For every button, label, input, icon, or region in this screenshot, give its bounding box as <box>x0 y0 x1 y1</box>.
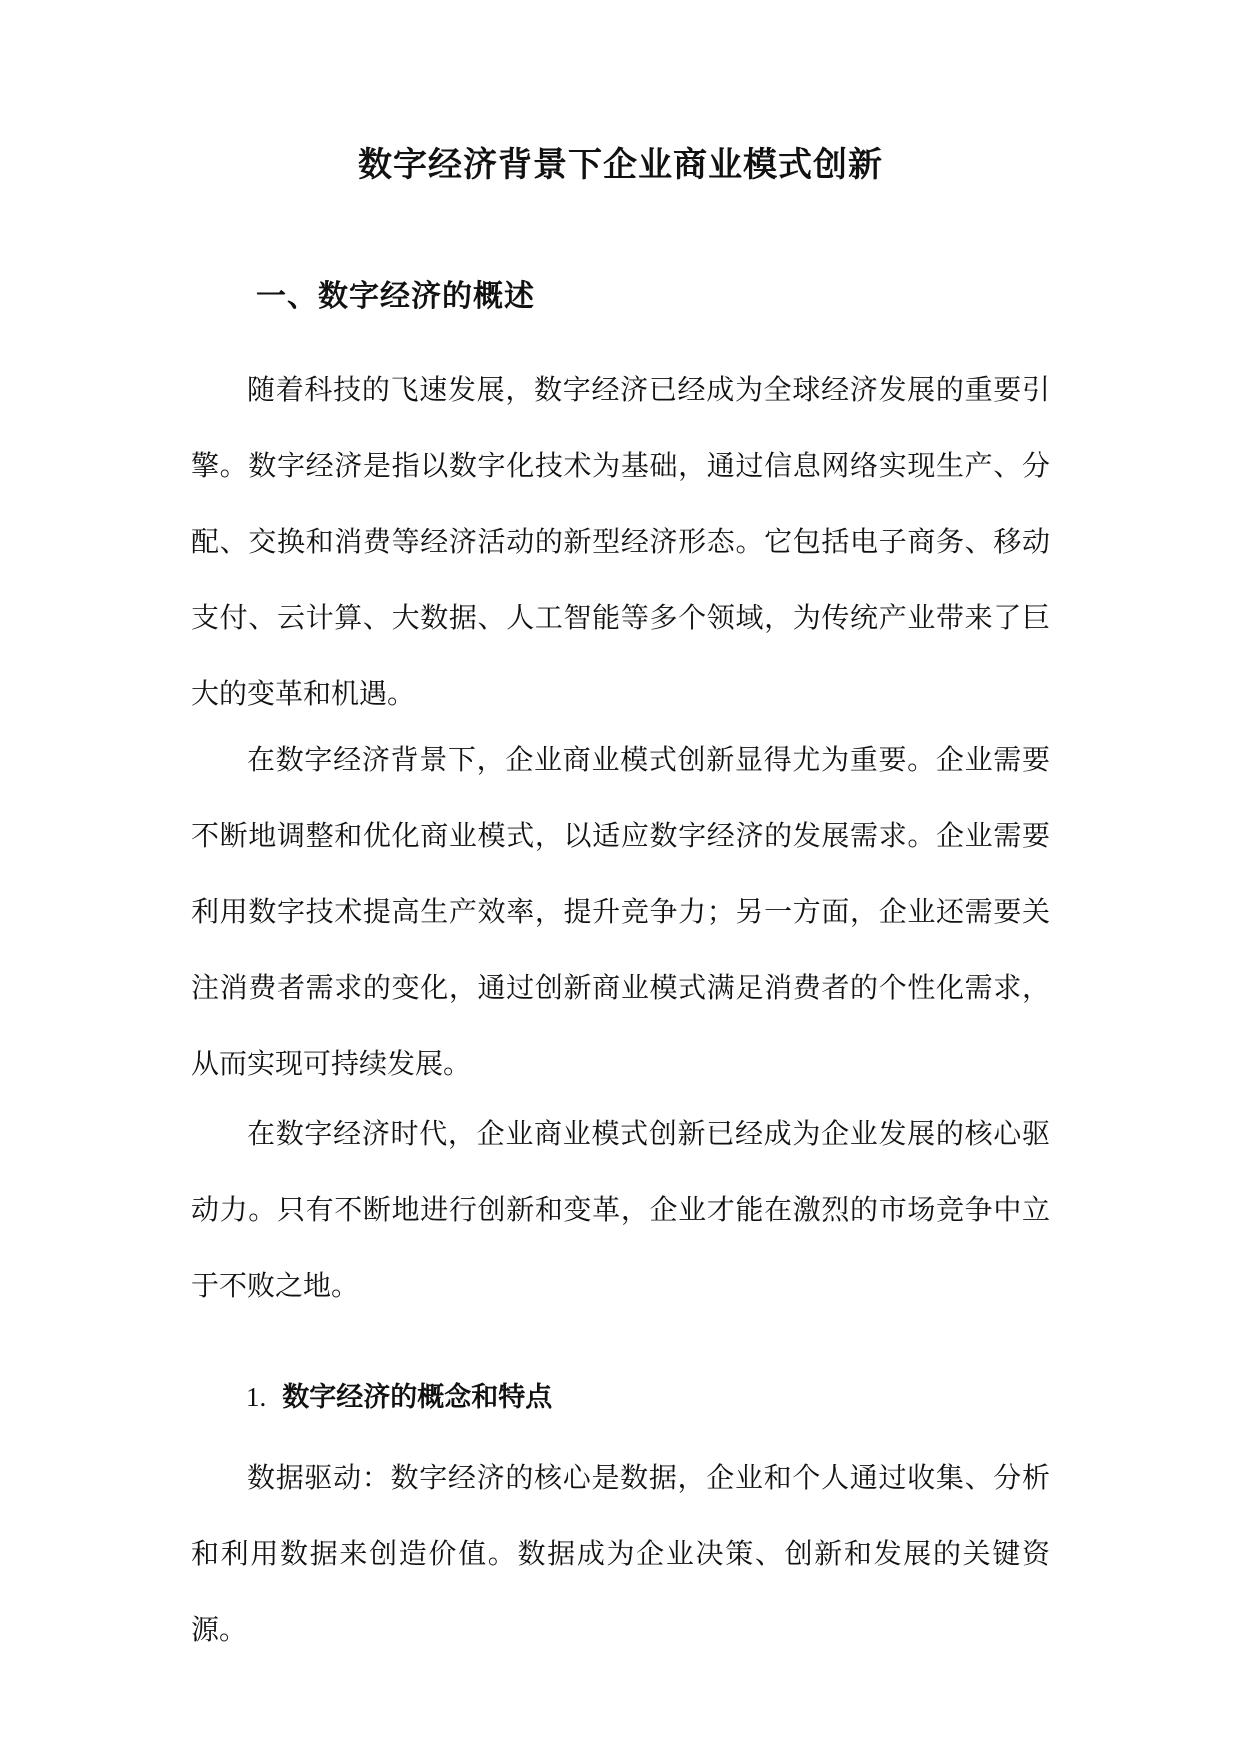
paragraph: 在数字经济背景下，企业商业模式创新显得尤为重要。企业需要不断地调整和优化商业模式，以适应数字经济的发展需求。企业需要利用数字技术提高生产效率，提升竞争力；另一方面，企业还需要关注消费者需求的变化，通过创新商业模式满足消费者的个性化需求，从而实现可持续发展。 <box>191 743 1050 1080</box>
document-title: 数字经济背景下企业商业模式创新 <box>358 145 883 185</box>
paragraph: 随着科技的飞速发展，数字经济已经成为全球经济发展的重要引擎。数字经济是指以数字化技术为基础，通过信息网络实现生产、分配、交换和消费等经济活动的新型经济形态。它包括电子商务、移动支付、云计算、大数据、人工智能等多个领域，为传统产业带来了巨大的变革和机遇。 <box>191 373 1050 710</box>
paragraph: 在数字经济时代，企业商业模式创新已经成为企业发展的核心驱动力。只有不断地进行创新和变革，企业才能在激烈的市场竞争中立于不败之地。 <box>191 1117 1050 1302</box>
section-heading: 一、数字经济的概述 <box>256 279 535 314</box>
subsection-title: 数字经济的概念和特点 <box>282 1382 553 1413</box>
paragraph: 数据驱动：数字经济的核心是数据，企业和个人通过收集、分析和利用数据来创造价值。数据成为企业决策、创新和发展的关键资源。 <box>191 1461 1050 1646</box>
subsection-heading <box>246 1384 552 1411</box>
subsection-number: 1. <box>246 1382 267 1412</box>
